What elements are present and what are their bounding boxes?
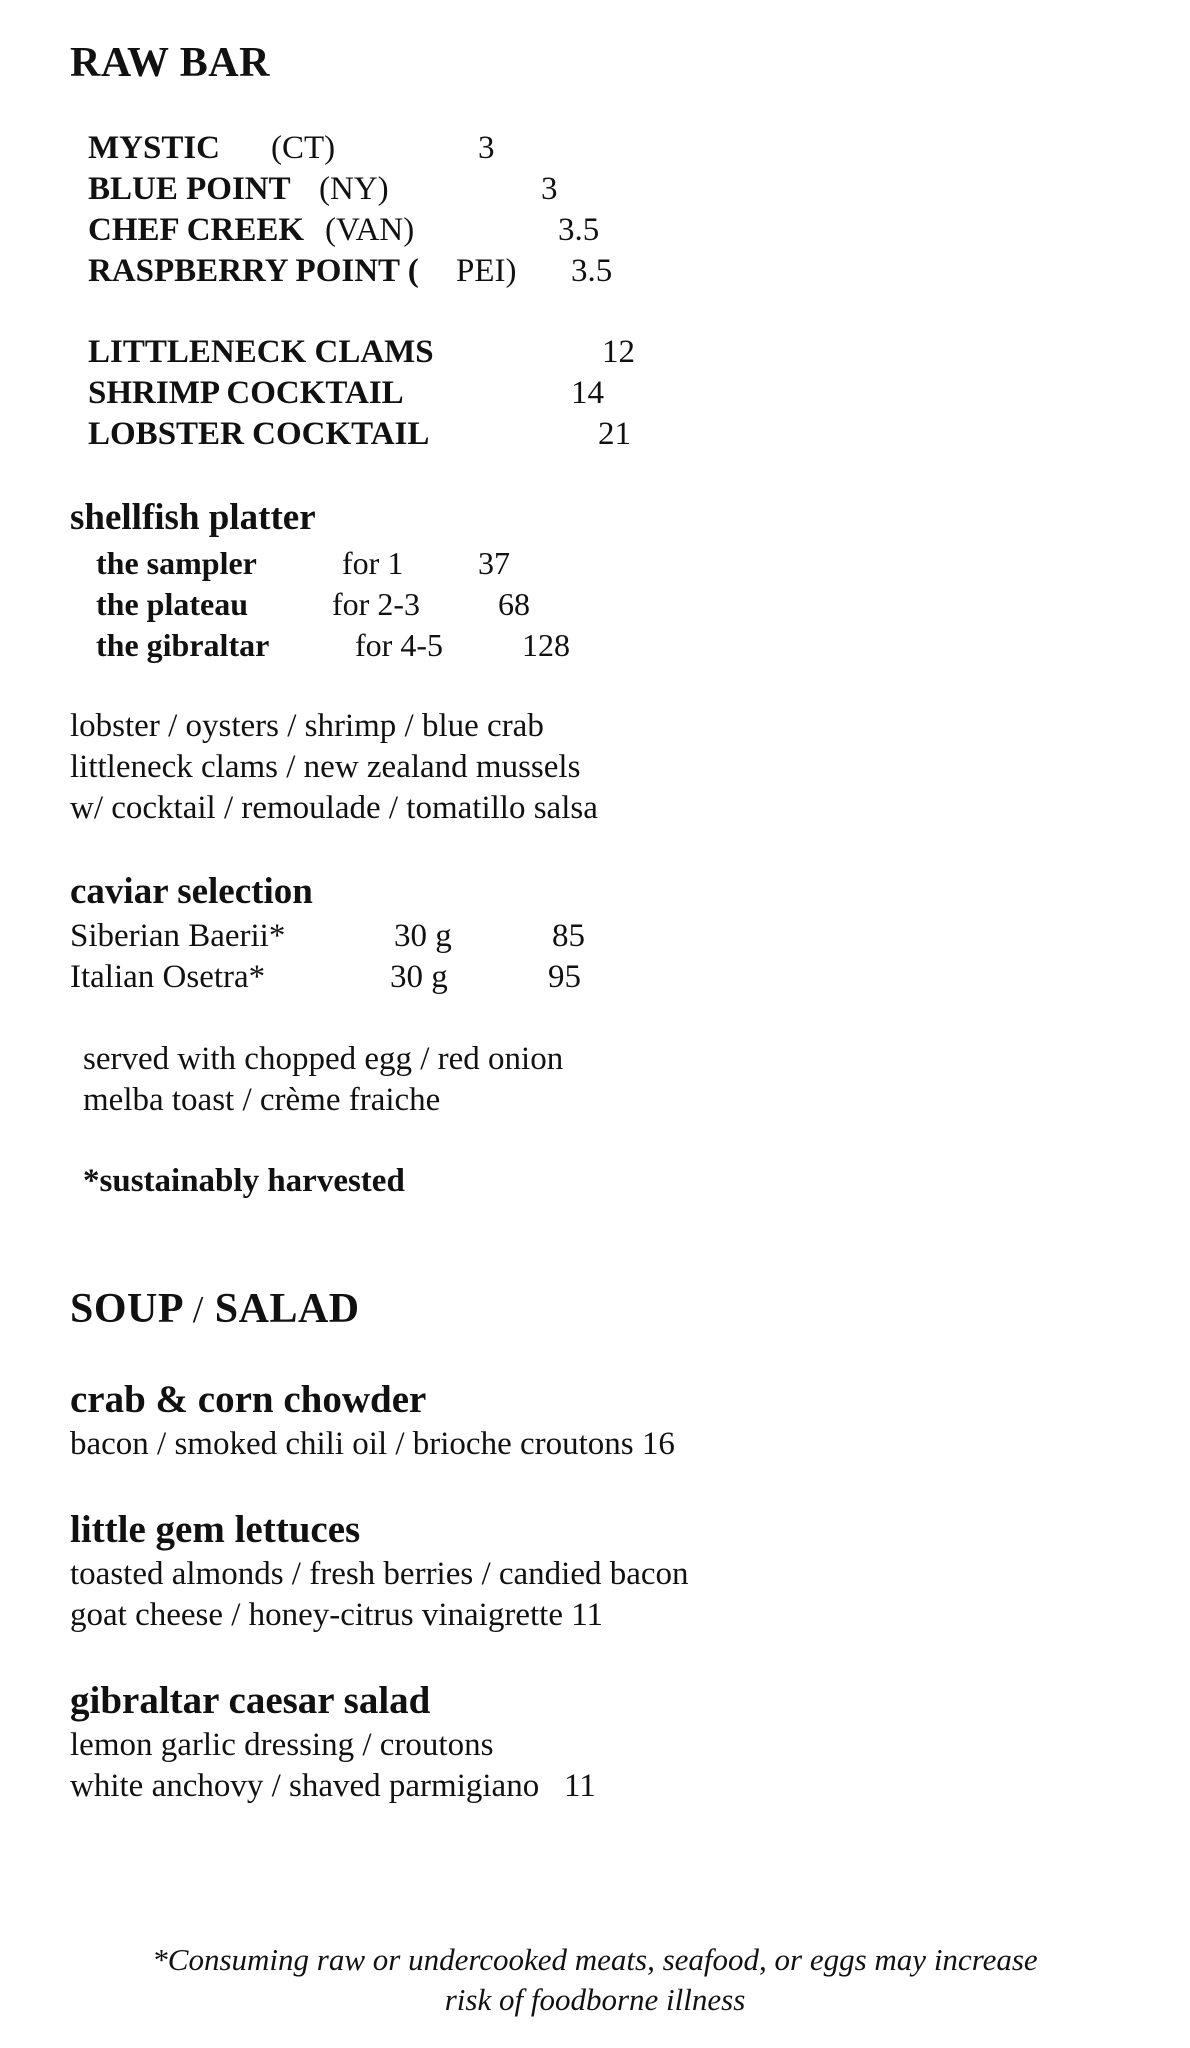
platter-name: the sampler [96,545,257,581]
caviar-selection-title: caviar selection [70,871,313,912]
caviar-price: 85 [552,918,585,954]
caviar-name: Siberian Baerii* [70,918,286,954]
oyster-row [88,214,304,247]
disclaimer-line: risk of foodborne illness [444,1982,746,2017]
platter-name: the gibraltar [96,627,270,663]
sustainably-harvested-note: *sustainably harvested [83,1163,405,1199]
oyster-origin: (NY) [319,171,389,207]
oyster-row [88,132,220,165]
shellfish-platter-title: shellfish platter [70,497,316,538]
raw-bar-item-price: 12 [602,334,635,370]
salad-title: SALAD [214,1286,360,1332]
caviar-weight: 30 g [394,918,452,954]
oyster-origin: (CT) [271,130,336,166]
caviar-served-with-line: served with chopped egg / red onion [83,1041,564,1077]
dish-description-line: bacon / smoked chili oil / brioche croutons 16 [70,1426,675,1462]
oyster-name: MYSTIC [88,130,221,166]
title-separator: / [192,1289,204,1331]
caviar-served-with-line: melba toast / crème fraiche [83,1082,441,1118]
dish-name: crab & corn chowder [70,1378,427,1421]
raw-bar-item-price: 14 [571,375,604,411]
platter-description-line: littleneck clams / new zealand mussels [70,749,581,785]
platter-price: 68 [498,586,530,622]
oyster-row [88,255,419,288]
disclaimer-line: *Consuming raw or undercooked meats, seafood, or eggs may increase [152,1942,1038,1977]
raw-bar-item-name: LITTLENECK CLAMS [88,334,434,370]
dish-description-line: goat cheese / honey-citrus vinaigrette 11 [70,1597,603,1633]
dish-description-line: white anchovy / shaved parmigiano 11 [70,1768,596,1804]
oyster-price: 3 [478,130,495,166]
soup-title: SOUP [70,1286,182,1332]
soup-salad-title [70,1288,360,1330]
oyster-name: CHEF CREEK [88,212,305,248]
dish-description-line: lemon garlic dressing / croutons [70,1727,494,1763]
oyster-name: BLUE POINT [88,171,291,207]
caviar-price: 95 [548,959,581,995]
oyster-origin: (VAN) [325,212,415,248]
platter-description-line: lobster / oysters / shrimp / blue crab [70,708,544,744]
platter-description-line: w/ cocktail / remoulade / tomatillo salsa [70,790,598,826]
platter-serves: for 1 [342,545,404,581]
raw-bar-item-price: 21 [598,416,631,452]
oyster-row [88,173,291,206]
dish-name: gibraltar caesar salad [70,1679,431,1722]
caviar-name: Italian Osetra* [70,959,266,995]
caviar-weight: 30 g [390,959,448,995]
platter-serves: for 4-5 [355,627,443,663]
dish-name: little gem lettuces [70,1508,361,1551]
raw-bar-title: RAW BAR [70,40,270,86]
oyster-origin: PEI) [456,253,517,289]
platter-name: the plateau [96,586,248,622]
oyster-price: 3 [541,171,558,207]
oyster-name: RASPBERRY POINT ( [88,253,419,289]
dish-description-line: toasted almonds / fresh berries / candied bacon [70,1556,689,1592]
platter-price: 37 [478,545,510,581]
oyster-price: 3.5 [571,253,613,289]
raw-bar-item-name: SHRIMP COCKTAIL [88,375,404,411]
raw-bar-item-name: LOBSTER COCKTAIL [88,416,430,452]
platter-serves: for 2-3 [332,586,420,622]
platter-price: 128 [522,627,570,663]
oyster-price: 3.5 [558,212,600,248]
